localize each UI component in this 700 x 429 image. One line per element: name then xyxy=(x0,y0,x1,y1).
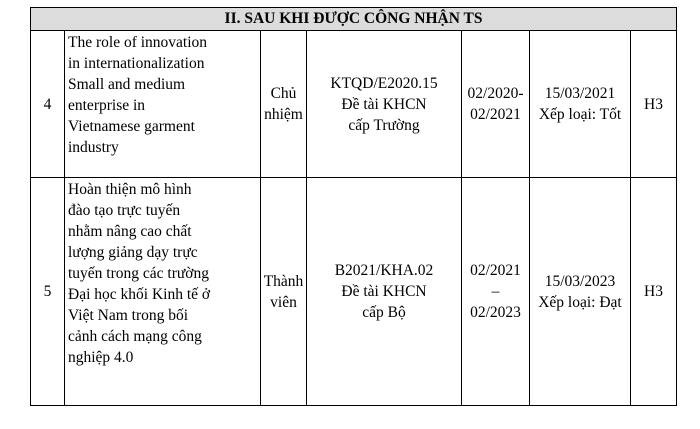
role-line: Thành xyxy=(263,272,304,290)
research-projects-table xyxy=(30,7,677,406)
period-line: 02/2021 xyxy=(470,106,521,123)
project-title xyxy=(65,31,261,178)
result-line: Xếp loại: Đạt xyxy=(538,293,622,311)
row-number: 5 xyxy=(31,178,65,406)
title-line: tuyến trong các trường xyxy=(68,265,209,282)
title-line: cảnh cách mạng công xyxy=(68,328,202,345)
title-line: nghiệp 4.0 xyxy=(68,349,134,366)
level-cell: H3 xyxy=(631,31,677,178)
result-cell xyxy=(530,178,631,406)
title-line: Vietnamese garment xyxy=(68,118,195,135)
result-line: 15/03/2023 xyxy=(544,272,616,290)
result-line: Xếp loại: Tốt xyxy=(538,106,622,123)
title-line: nhằm nâng cao chất xyxy=(68,223,192,240)
code-line: cấp Bộ xyxy=(362,304,406,321)
row-number: 4 xyxy=(31,31,65,178)
period-cell xyxy=(462,178,530,406)
result-line: 15/03/2021 xyxy=(544,85,616,102)
project-code-cell xyxy=(307,178,462,406)
result-cell xyxy=(530,31,631,178)
project-title xyxy=(65,178,261,406)
section-header-row xyxy=(31,8,677,31)
code-line: Đề tài KHCN xyxy=(341,95,427,113)
table-row xyxy=(31,31,677,178)
period-line: – xyxy=(491,283,500,300)
role-line: Chủ xyxy=(270,85,297,102)
title-line: Việt Nam trong bối xyxy=(68,307,189,324)
code-line: B2021/KHA.02 xyxy=(334,262,434,279)
title-line: Hoàn thiện mô hình xyxy=(68,181,192,198)
section-title: II. SAU KHI ĐƯỢC CÔNG NHẬN TS xyxy=(31,8,677,31)
period-line: 02/2023 xyxy=(470,304,521,321)
code-line: cấp Trường xyxy=(348,116,420,134)
code-line: KTQD/E2020.15 xyxy=(330,74,438,92)
title-line: Small and medium xyxy=(68,76,186,93)
title-line: lượng giảng dạy trực xyxy=(68,244,198,261)
title-line: in internationalization xyxy=(68,55,205,72)
code-line: Đề tài KHCN xyxy=(341,283,427,300)
period-line: 02/2021 xyxy=(470,262,521,279)
title-line: enterprise in xyxy=(68,97,146,114)
title-line: đào tạo trực tuyến xyxy=(68,202,181,219)
title-line: industry xyxy=(68,139,119,156)
role-line: viên xyxy=(270,293,297,311)
period-line: 02/2020- xyxy=(467,85,524,102)
title-line: The role of innovation xyxy=(68,34,208,51)
period-cell xyxy=(462,31,530,178)
role-line: nhiệm xyxy=(264,106,303,123)
role-cell xyxy=(261,31,307,178)
level-cell: H3 xyxy=(631,178,677,406)
project-code-cell xyxy=(307,31,462,178)
table-row xyxy=(31,178,677,406)
title-line: Đại học khối Kinh tế ở xyxy=(68,286,211,303)
role-cell xyxy=(261,178,307,406)
